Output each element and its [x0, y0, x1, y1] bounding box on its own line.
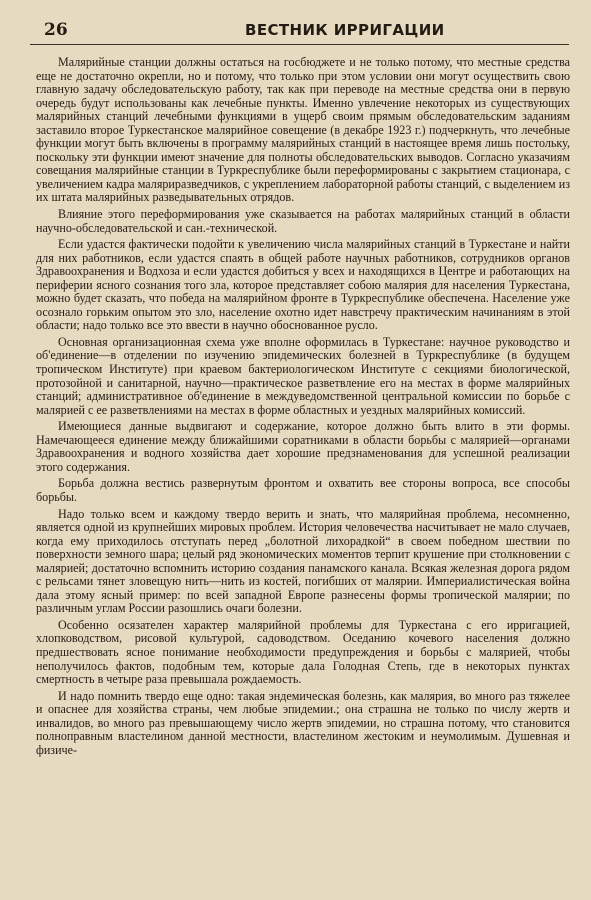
article-body [36, 56, 570, 760]
paragraph: Особенно осязателен характер малярийной проблемы для Туркестана с его ирригацией, хлопководством, рисовой культурой, садоводством. Оседанию кочевого населения должно предшествовать ясное понимание необходимости предупреждения и борьбы с малярией, чтобы неполучилось фактов, подобным тем, которые дала Голодная Степь, где в некоторых пунктах смертность в четыре раза превышала рождаемость. [36, 617, 570, 687]
page-number: 26 [44, 20, 68, 40]
paragraph: Если удастся фактически подойти к увеличению числа малярийных станций в Туркестане и найти для них работников, если удастся спаять в общей работе научных работников, сотрудников органов Здравоохранения и Водхоза и если удастся добиться у всех и находящихся в Центре и работающих на периферии ясного сознания того зла, которое представляет собою малярия для населения Туркестана, можно будет сказать, что победа на малярийном фронте в Туркреспублике обеспечена. Население уже осознало горьким опытом это зло, население охотно идет навстречу практическим начинаниям в этой области; надо только все это ввести в научно обоснованное русло. [36, 237, 570, 333]
paragraph: Борьба должна вестись развернутым фронтом и охватить вее стороны вопроса, все способы борьбы. [36, 476, 570, 504]
paragraph: Основная организационная схема уже вполне оформилась в Туркестане: научное руководство и об'единение—в отделении по изучению эпидемических болезней в Туркреспублике (в будущем тропическом Институте) при краевом бактериологическом Институте с секциями биологической, протозойной и санитарной, научно—практическое разветвление его на местах в форме малярийных станций; административное об'единение в междуведомственной центральной комиссии по борьбе с малярией с ее разветвлениями на местах в форме областных и уездных малярийных комиссий. [36, 334, 570, 417]
paragraph: Влияние этого переформирования уже сказывается на работах малярийных станций в области научно-обследовательской и сан.-технической. [36, 207, 570, 235]
paragraph: Надо только всем и каждому твердо верить и знать, что малярийная проблема, несомненно, является одной из крупнейших мировых проблем. История человечества насчитывает не мало случаев, когда ему приходилось отступать перед „болотной лихорадкой“ в своем победном шествии по поверхности земного шара; целый ряд экономических моментов терпит крушение при столкновении с малярией; достаточно вспомнить историю создания панамского канала. Всякая железная дорога рядом с рельсами тянет зловещую нить—нить из костей, погибших от малярии. Империалистическая война дала этому ясный пример: по всей западной Европе разнесены формы тропической малярии; по различным углам России разошлись очаги болезни. [36, 506, 570, 616]
paragraph: Малярийные станции должны остаться на госбюджете и не только потому, что местные средства еще не достаточно окрепли, но и потому, что только при этом условии они могут осуществить свою главную задачу обследовательскую работу, так как при переводе на местные средства они в первую очередь будут использованы как лечебные пункты. Именно увлечение некоторых из существующих малярийных станций лечебными функциями в ущерб своим прямым обследовательским заданиям заставило второе Туркестанское малярийное совещение (в декабре 1923 г.) подчеркнуть, что лечебные функции могут быть включены в программу малярийных станций в настоящее время лишь постольку, поскольку эти функции имеют значение для полноты обследовательских выводов. Согласно указачиям совещания малярийные станции в Туркреспублике были переформированы с закрытием стационара, с увеличением кадра маляриразведчиков, с укреплением лабораторной работы станций, с выделением из их штата малярийных разведывательных отрядов. [36, 55, 570, 205]
journal-title: ВЕСТНИК ИРРИГАЦИИ [245, 21, 445, 39]
paragraph: Имеющиеся данные выдвигают и содержание, которое должно быть влито в эти формы. Намечающееся единение между ближайшими соратниками в области борьбы с малярией—органами Здравоохранения и водного хозяйства дает хорошие предзнаменования для успешной реализации этого содержания. [36, 419, 570, 474]
page-header [30, 18, 569, 45]
paragraph: И надо помнить твердо еще одно: такая эндемическая болезнь, как малярия, во много раз тяжелее и опаснее для хозяйства страны, чем любые эпидемии.; она страшна не только по числу жертв и инвалидов, во много раз превышающему число жертв эпидемии, но страшна потому, что становится полноправным властелином данной местности, властелином жестоким и неумолимым. Душевная и физиче- [36, 688, 570, 757]
